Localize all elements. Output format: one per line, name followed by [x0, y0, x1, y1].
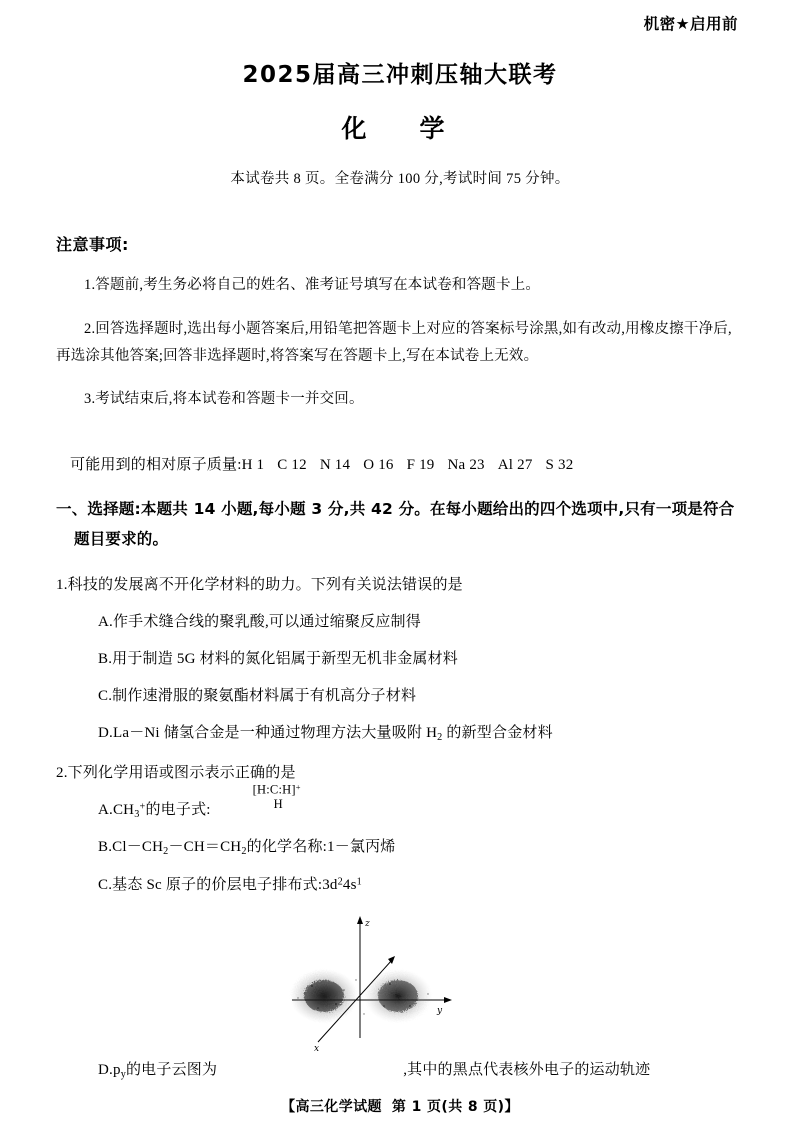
paper-info: 本试卷共 8 页。全卷满分 100 分,考试时间 75 分钟。 — [230, 171, 570, 187]
relative-mass-s: S 32 — [545, 457, 574, 474]
lewis-top-row — [211, 782, 301, 798]
question-2-option-d — [56, 1058, 744, 1080]
option-b-sub2: 2 — [241, 846, 247, 858]
page-title: 2025届高三冲刺压轴大联考 — [242, 62, 558, 88]
question-1-option-a: A.作手术缝合线的聚乳酸,可以通过缩聚反应制得 — [98, 613, 421, 630]
subject-title: 化 学 — [341, 114, 459, 143]
option-b-sub1: 2 — [163, 846, 169, 858]
lewis-top-text: [H:C:H] — [252, 782, 296, 797]
relative-atomic-mass-line — [56, 453, 744, 474]
relative-mass-na: Na 23 — [447, 457, 485, 474]
axis-label-y: y — [437, 1006, 443, 1017]
option-b-mid: －CH＝CH — [168, 839, 242, 856]
section-heading-line2: 题目要求的。 — [74, 530, 169, 549]
option-c-pre: C.基态 Sc 原子的价层电子排布式:3d — [98, 877, 338, 894]
option-b-pre: B.Cl－CH — [98, 839, 164, 856]
axis-arrow-z — [357, 916, 363, 924]
option-a-pre: A.CH — [98, 801, 135, 818]
question-2-option-b — [56, 835, 744, 857]
electron-cloud-lobes — [290, 969, 432, 1023]
question-2-stem: 2.下列化学用语或图示表示正确的是 — [56, 764, 296, 781]
relative-mass-o: O 16 — [363, 457, 394, 474]
relative-mass-c: C 12 — [277, 457, 307, 474]
footer-page-number: 第 1 页(共 8 页)】 — [391, 1099, 519, 1115]
option-b-tail: 的化学名称:1－氯丙烯 — [246, 839, 396, 856]
option-d-sub: y — [120, 1069, 126, 1081]
footer-label: 【高三化学试题 — [281, 1099, 382, 1115]
section-heading — [56, 494, 744, 554]
lewis-bottom-h: H — [273, 796, 283, 811]
lewis-charge: + — [295, 781, 301, 792]
relative-mass-n: N 14 — [319, 457, 351, 474]
question-1-option-c: C.制作速滑服的聚氨酯材料属于有机高分子材料 — [98, 687, 417, 704]
option-d-pre: D.La－Ni 储氢合金是一种通过物理方法大量吸附 H — [98, 724, 438, 741]
axis-label-z: z — [365, 919, 370, 930]
option-a-sup: + — [139, 801, 146, 813]
option-a-sub: 3 — [134, 808, 140, 820]
option-c-sup1: 2 — [337, 876, 343, 888]
option-a-mid: 的电子式: — [145, 801, 211, 818]
notice-item: 2.回答选择题时,选出每小题答案后,用铅笔把答题卡上对应的答案标号涂黑,如有改动,用橡皮擦干净后,再选涂其他答案;回答非选择题时,将答案写在答题卡上,写在本试卷上无效。 — [56, 320, 732, 364]
option-d-sub: 2 — [437, 731, 443, 743]
notice-item: 1.答题前,考生务必将自己的姓名、准考证号填写在本试卷和答题卡上。 — [84, 277, 541, 293]
p-orbital-electron-cloud-figure — [252, 908, 482, 1056]
question-1-option-b: B.用于制造 5G 材料的氮化铝属于新型无机非金属材料 — [98, 650, 458, 667]
relative-mass-f: F 19 — [406, 457, 435, 474]
option-d-post: ,其中的黑点代表核外电子的运动轨迹 — [403, 1062, 651, 1079]
notice-title: 注意事项: — [56, 235, 129, 254]
option-d-post: 的新型合金材料 — [442, 724, 553, 741]
question-2-option-a — [56, 781, 744, 820]
question-2-option-c — [56, 873, 744, 894]
option-c-mid: 4s — [342, 877, 357, 894]
relative-mass-prefix: 可能用到的相对原子质量: — [70, 457, 242, 474]
question-1-option-d — [56, 721, 744, 743]
option-c-sup2: 1 — [356, 876, 362, 888]
notice-item: 3.考试结束后,将本试卷和答题卡一并交回。 — [84, 391, 364, 408]
question-1-stem: 1.科技的发展离不开化学材料的助力。下列有关说法错误的是 — [56, 576, 463, 593]
secrecy-mark: 机密★启用前 — [643, 15, 738, 33]
relative-mass-h: H 1 — [241, 457, 265, 474]
relative-mass-al: Al 27 — [497, 457, 533, 474]
axis-arrow-y — [444, 997, 452, 1003]
page-footer — [0, 1096, 800, 1116]
option-d-pre: D.p — [98, 1062, 121, 1079]
axis-label-x: x — [314, 1044, 320, 1055]
option-d-mid: 的电子云图为 — [125, 1062, 218, 1079]
section-heading-line1: 一、选择题:本题共 14 小题,每小题 3 分,共 42 分。在每小题给出的四个选项中,只有一项是符合 — [56, 500, 735, 519]
figure-container — [56, 908, 744, 1056]
